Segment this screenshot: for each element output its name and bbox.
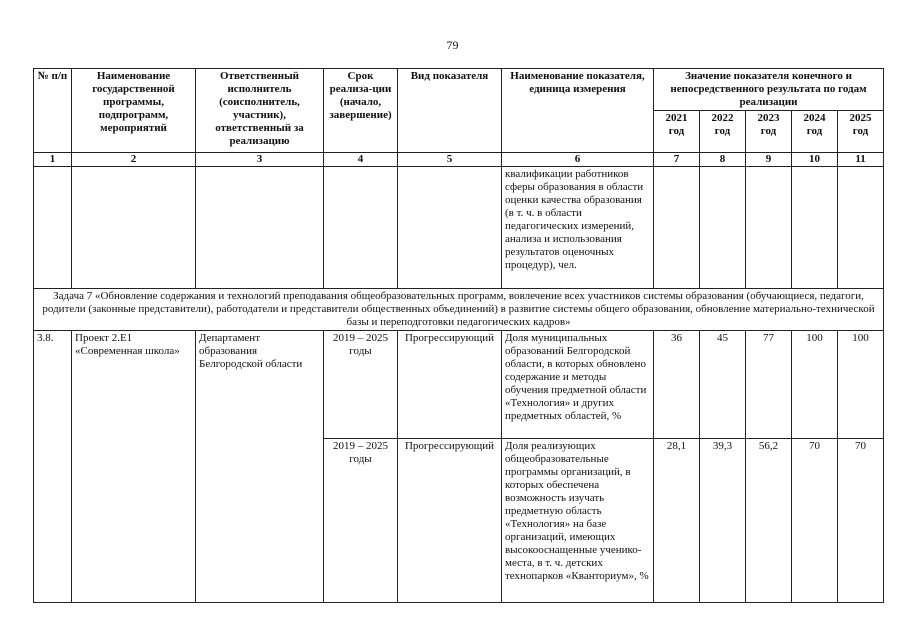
indicator-name-cell: квалификации работников сферы образования в области оценки качества образования (в т. ч. в области педагогических измерений, анализа и использования результатов оценочных процедур), чел.	[502, 167, 654, 289]
task-title: Задача 7 «Обновление содержания и технологий преподавания общеобразовательных программ, вовлечение всех участников системы образования (обучающиеся, педагоги, родители (законные представители), работодатели и представители общественных объединений) в развитие системы общего образования, обновление материально-технической базы и переподготовки педагогических кадров»	[34, 289, 884, 331]
header-year: 2022 год	[700, 111, 746, 153]
column-number: 2	[72, 153, 196, 167]
value-cell: 100	[838, 331, 884, 439]
value-cell: 39,3	[700, 439, 746, 603]
header-year: 2023 год	[746, 111, 792, 153]
term-cell: 2019 – 2025 годы	[324, 439, 398, 603]
header-term: Срок реализа-ции (начало, завершение)	[324, 69, 398, 153]
column-number: 11	[838, 153, 884, 167]
indicators-table	[33, 68, 884, 603]
table-row	[34, 331, 884, 439]
value-cell: 70	[838, 439, 884, 603]
value-cell: 100	[792, 331, 838, 439]
header-num: № п/п	[34, 69, 72, 153]
column-number: 10	[792, 153, 838, 167]
value-cell: 77	[746, 331, 792, 439]
value-cell: 70	[792, 439, 838, 603]
value-cell: 45	[700, 331, 746, 439]
header-row	[34, 69, 884, 111]
column-number: 3	[196, 153, 324, 167]
column-number: 1	[34, 153, 72, 167]
value-cell: 36	[654, 331, 700, 439]
value-cell: 56,2	[746, 439, 792, 603]
continuation-row	[34, 167, 884, 289]
page-number: 79	[446, 38, 459, 52]
header-year: 2024 год	[792, 111, 838, 153]
program-name-cell: Проект 2.Е1 «Современная школа»	[72, 331, 196, 603]
column-number: 9	[746, 153, 792, 167]
executor-cell: Департамент образования Белгородской области	[196, 331, 324, 603]
column-number: 8	[700, 153, 746, 167]
term-cell: 2019 – 2025 годы	[324, 331, 398, 439]
column-numbers-row	[34, 153, 884, 167]
value-cell: 28,1	[654, 439, 700, 603]
header-year: 2025 год	[838, 111, 884, 153]
header-program-name: Наименование государственной программы, подпрограмм, мероприятий	[72, 69, 196, 153]
indicator-name-cell: Доля муниципальных образований Белгородской области, в которых обновлено содержание и методы обучения предметной области «Технология» и других предметных областей, %	[502, 331, 654, 439]
column-number: 4	[324, 153, 398, 167]
indicator-kind-cell: Прогрессирующий	[398, 331, 502, 439]
row-number: 3.8.	[34, 331, 72, 603]
header-values-group: Значение показателя конечного и непосредственного результата по годам реализации	[654, 69, 884, 111]
task-row	[34, 289, 884, 331]
indicator-name-cell: Доля реализующих общеобразовательные программы организаций, в которых обеспечена возможность изучать предметную область «Технология» на базе организаций, имеющих высокооснащенные ученико-места, в т. ч. детских технопарков «Кванториум», %	[502, 439, 654, 603]
column-number: 5	[398, 153, 502, 167]
header-executor: Ответственный исполнитель (соисполнитель, участник), ответственный за реализацию	[196, 69, 324, 153]
header-indicator-kind: Вид показателя	[398, 69, 502, 153]
header-indicator-name: Наименование показателя, единица измерения	[502, 69, 654, 153]
indicator-kind-cell: Прогрессирующий	[398, 439, 502, 603]
header-year: 2021 год	[654, 111, 700, 153]
column-number: 6	[502, 153, 654, 167]
column-number: 7	[654, 153, 700, 167]
